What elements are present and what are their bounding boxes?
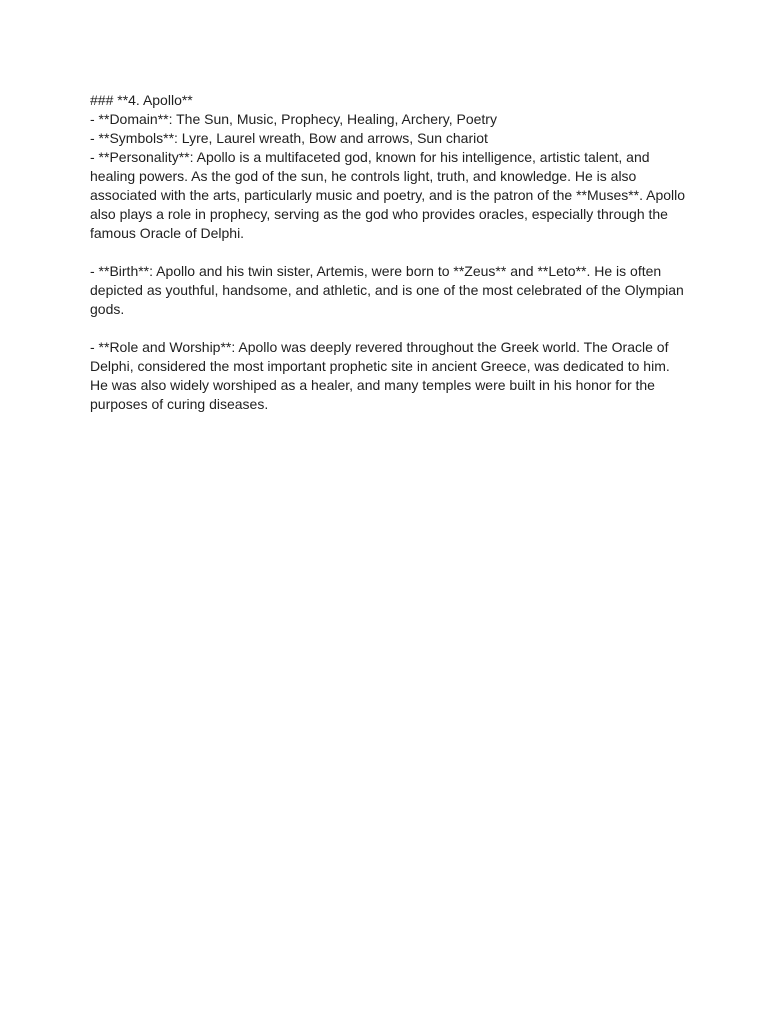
paragraph-line: gods.: [90, 301, 125, 317]
paragraph-line: - **Personality**: Apollo is a multifaceted god, known for his intelligence, artistic talent, and: [90, 149, 650, 165]
section-heading: ### **4. Apollo**: [90, 92, 193, 108]
paragraph-line: - **Birth**: Apollo and his twin sister, Artemis, were born to **Zeus** and **Leto**. He is often: [90, 263, 662, 279]
paragraph-line: Delphi, considered the most important prophetic site in ancient Greece, was dedicated to him.: [90, 358, 670, 374]
paragraph-spacer: [90, 319, 690, 338]
paragraph-line: famous Oracle of Delphi.: [90, 225, 245, 241]
paragraph-line: also plays a role in prophecy, serving as the god who provides oracles, especially through the: [90, 206, 668, 222]
personality-paragraph: [90, 148, 690, 243]
paragraph-line: depicted as youthful, handsome, and athletic, and is one of the most celebrated of the Olympian: [90, 282, 684, 298]
worship-paragraph: [90, 338, 690, 414]
document-body: [90, 91, 690, 414]
paragraph-line: healing powers. As the god of the sun, he controls light, truth, and knowledge. He is also: [90, 168, 637, 184]
birth-paragraph: [90, 262, 690, 319]
paragraph-line: - **Role and Worship**: Apollo was deeply revered throughout the Greek world. The Oracle of: [90, 339, 669, 355]
paragraph-line: He was also widely worshiped as a healer, and many temples were built in his honor for the: [90, 377, 655, 393]
domain-line: - **Domain**: The Sun, Music, Prophecy, Healing, Archery, Poetry: [90, 111, 497, 127]
paragraph-line: associated with the arts, particularly music and poetry, and is the patron of the **Muses**. Apollo: [90, 187, 686, 203]
paragraph-spacer: [90, 243, 690, 262]
paragraph-line: purposes of curing diseases.: [90, 396, 269, 412]
symbols-line: - **Symbols**: Lyre, Laurel wreath, Bow and arrows, Sun chariot: [90, 130, 488, 146]
